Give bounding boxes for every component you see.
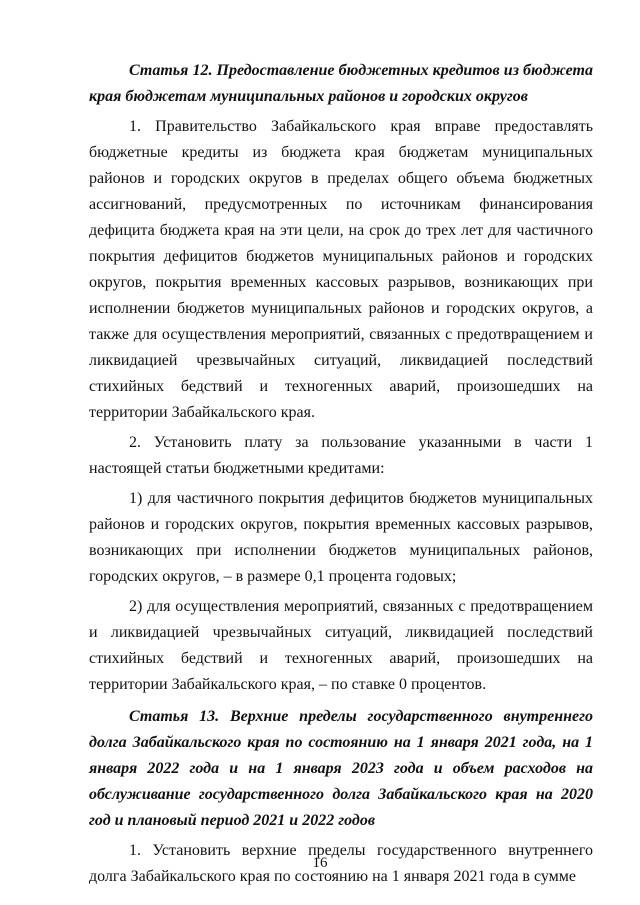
page-number: 16 — [312, 855, 328, 871]
document-page — [89, 58, 593, 890]
article-12-heading: Статья 12. Предоставление бюджетных кредитов из бюджета края бюджетам муниципальных районов и городских округов — [89, 62, 593, 105]
article-12-paragraph-2: 2. Установить плату за пользование указанными в части 1 настоящей статьи бюджетными кредитами: — [89, 434, 593, 477]
article-12-paragraph-1: 1. Правительство Забайкальского края вправе предоставлять бюджетные кредиты из бюджета края бюджетам муниципальных районов и городских округов в пределах общего объема бюджетных ассигнований, предусмотренных по источникам финансирования дефицита бюджета края на эти цели, на срок до трех лет для частичного покрытия дефицитов бюджетов муниципальных районов и городских округов, покрытия временных кассовых разрывов, возникающих при исполнении бюджетов муниципальных районов и городских округов, а также для осуществления мероприятий, связанных с предотвращением и ликвидацией чрезвычайных ситуаций, ликвидацией последствий стихийных бедствий и техногенных аварий, произошедших на территории Забайкальского края. — [89, 118, 593, 421]
article-13-paragraph-1: 1. Установить верхние пределы государственного внутреннего долга Забайкальского края по состоянию на 1 января 2021 года в сумме — [89, 842, 593, 885]
article-13-heading: Статья 13. Верхние пределы государственного внутреннего долга Забайкальского края по состоянию на 1 января 2021 года, на 1 января 2022 года и на 1 января 2023 года и объем расходов на обслуживание государственного долга Забайкальского края на 2020 год и плановый период 2021 и 2022 годов — [89, 708, 593, 829]
article-12-item-1: 1) для частичного покрытия дефицитов бюджетов муниципальных районов и городских округов, покрытия временных кассовых разрывов, возникающих при исполнении бюджетов муниципальных районов, городских округов, – в размере 0,1 процента годовых; — [89, 490, 593, 585]
article-12-item-2: 2) для осуществления мероприятий, связанных с предотвращением и ликвидацией чрезвычайных ситуаций, ликвидацией последствий стихийных бедствий и техногенных аварий, произошедших на территории Забайкальского края, – по ставке 0 процентов. — [89, 598, 593, 693]
